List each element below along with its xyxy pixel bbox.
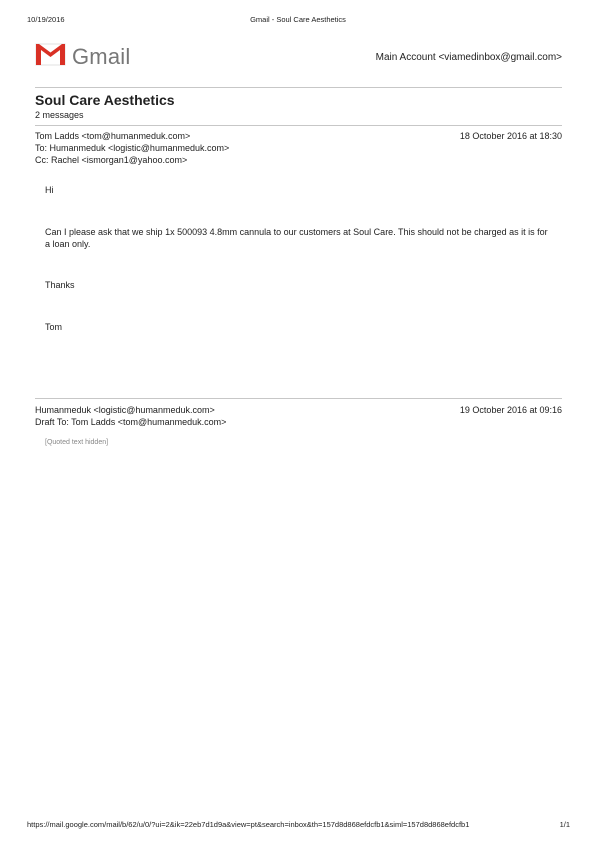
- body-greeting: Hi: [45, 185, 54, 195]
- message-date: 18 October 2016 at 18:30: [459, 131, 562, 141]
- print-page-number: 1/1: [559, 820, 570, 829]
- body-paragraph: Can I please ask that we ship 1x 500093 4.8mm cannula to our customers at Soul Care. This should not be charged as it is for a loan only.: [45, 227, 548, 249]
- message-to: To: Humanmeduk <logistic@humanmeduk.com>: [35, 143, 230, 153]
- message-from: Tom Ladds <tom@humanmeduk.com>: [35, 131, 191, 141]
- message-draft-to: Draft To: Tom Ladds <tom@humanmeduk.com>: [35, 417, 227, 427]
- message-from: Humanmeduk <logistic@humanmeduk.com>: [35, 405, 215, 415]
- body-thanks: Thanks: [45, 280, 75, 290]
- account-label: Main Account <viamedinbox@gmail.com>: [375, 52, 562, 63]
- print-url: https://mail.google.com/mail/b/62/u/0/?ui=2&ik=22eb7d1d9a&view=pt&search=inbox&th=157d8d868efdcfb1&siml=157d8d868efdcfb1: [27, 820, 470, 829]
- gmail-envelope-icon: [35, 43, 66, 71]
- quoted-text-toggle[interactable]: [Quoted text hidden]: [45, 439, 109, 446]
- message-count: 2 messages: [35, 110, 84, 120]
- gmail-wordmark: Gmail: [72, 44, 131, 69]
- gmail-logo[interactable]: [35, 45, 130, 69]
- print-title: Gmail - Soul Care Aesthetics: [250, 15, 346, 24]
- message-divider: [35, 398, 562, 399]
- thread-subject: Soul Care Aesthetics: [35, 92, 175, 108]
- body-signature: Tom: [45, 322, 63, 332]
- print-date: 10/19/2016: [27, 15, 65, 24]
- message-date: 19 October 2016 at 09:16: [459, 405, 562, 415]
- subject-divider: [35, 125, 562, 126]
- message-cc: Cc: Rachel <ismorgan1@yahoo.com>: [35, 155, 188, 165]
- header-divider: [35, 87, 562, 88]
